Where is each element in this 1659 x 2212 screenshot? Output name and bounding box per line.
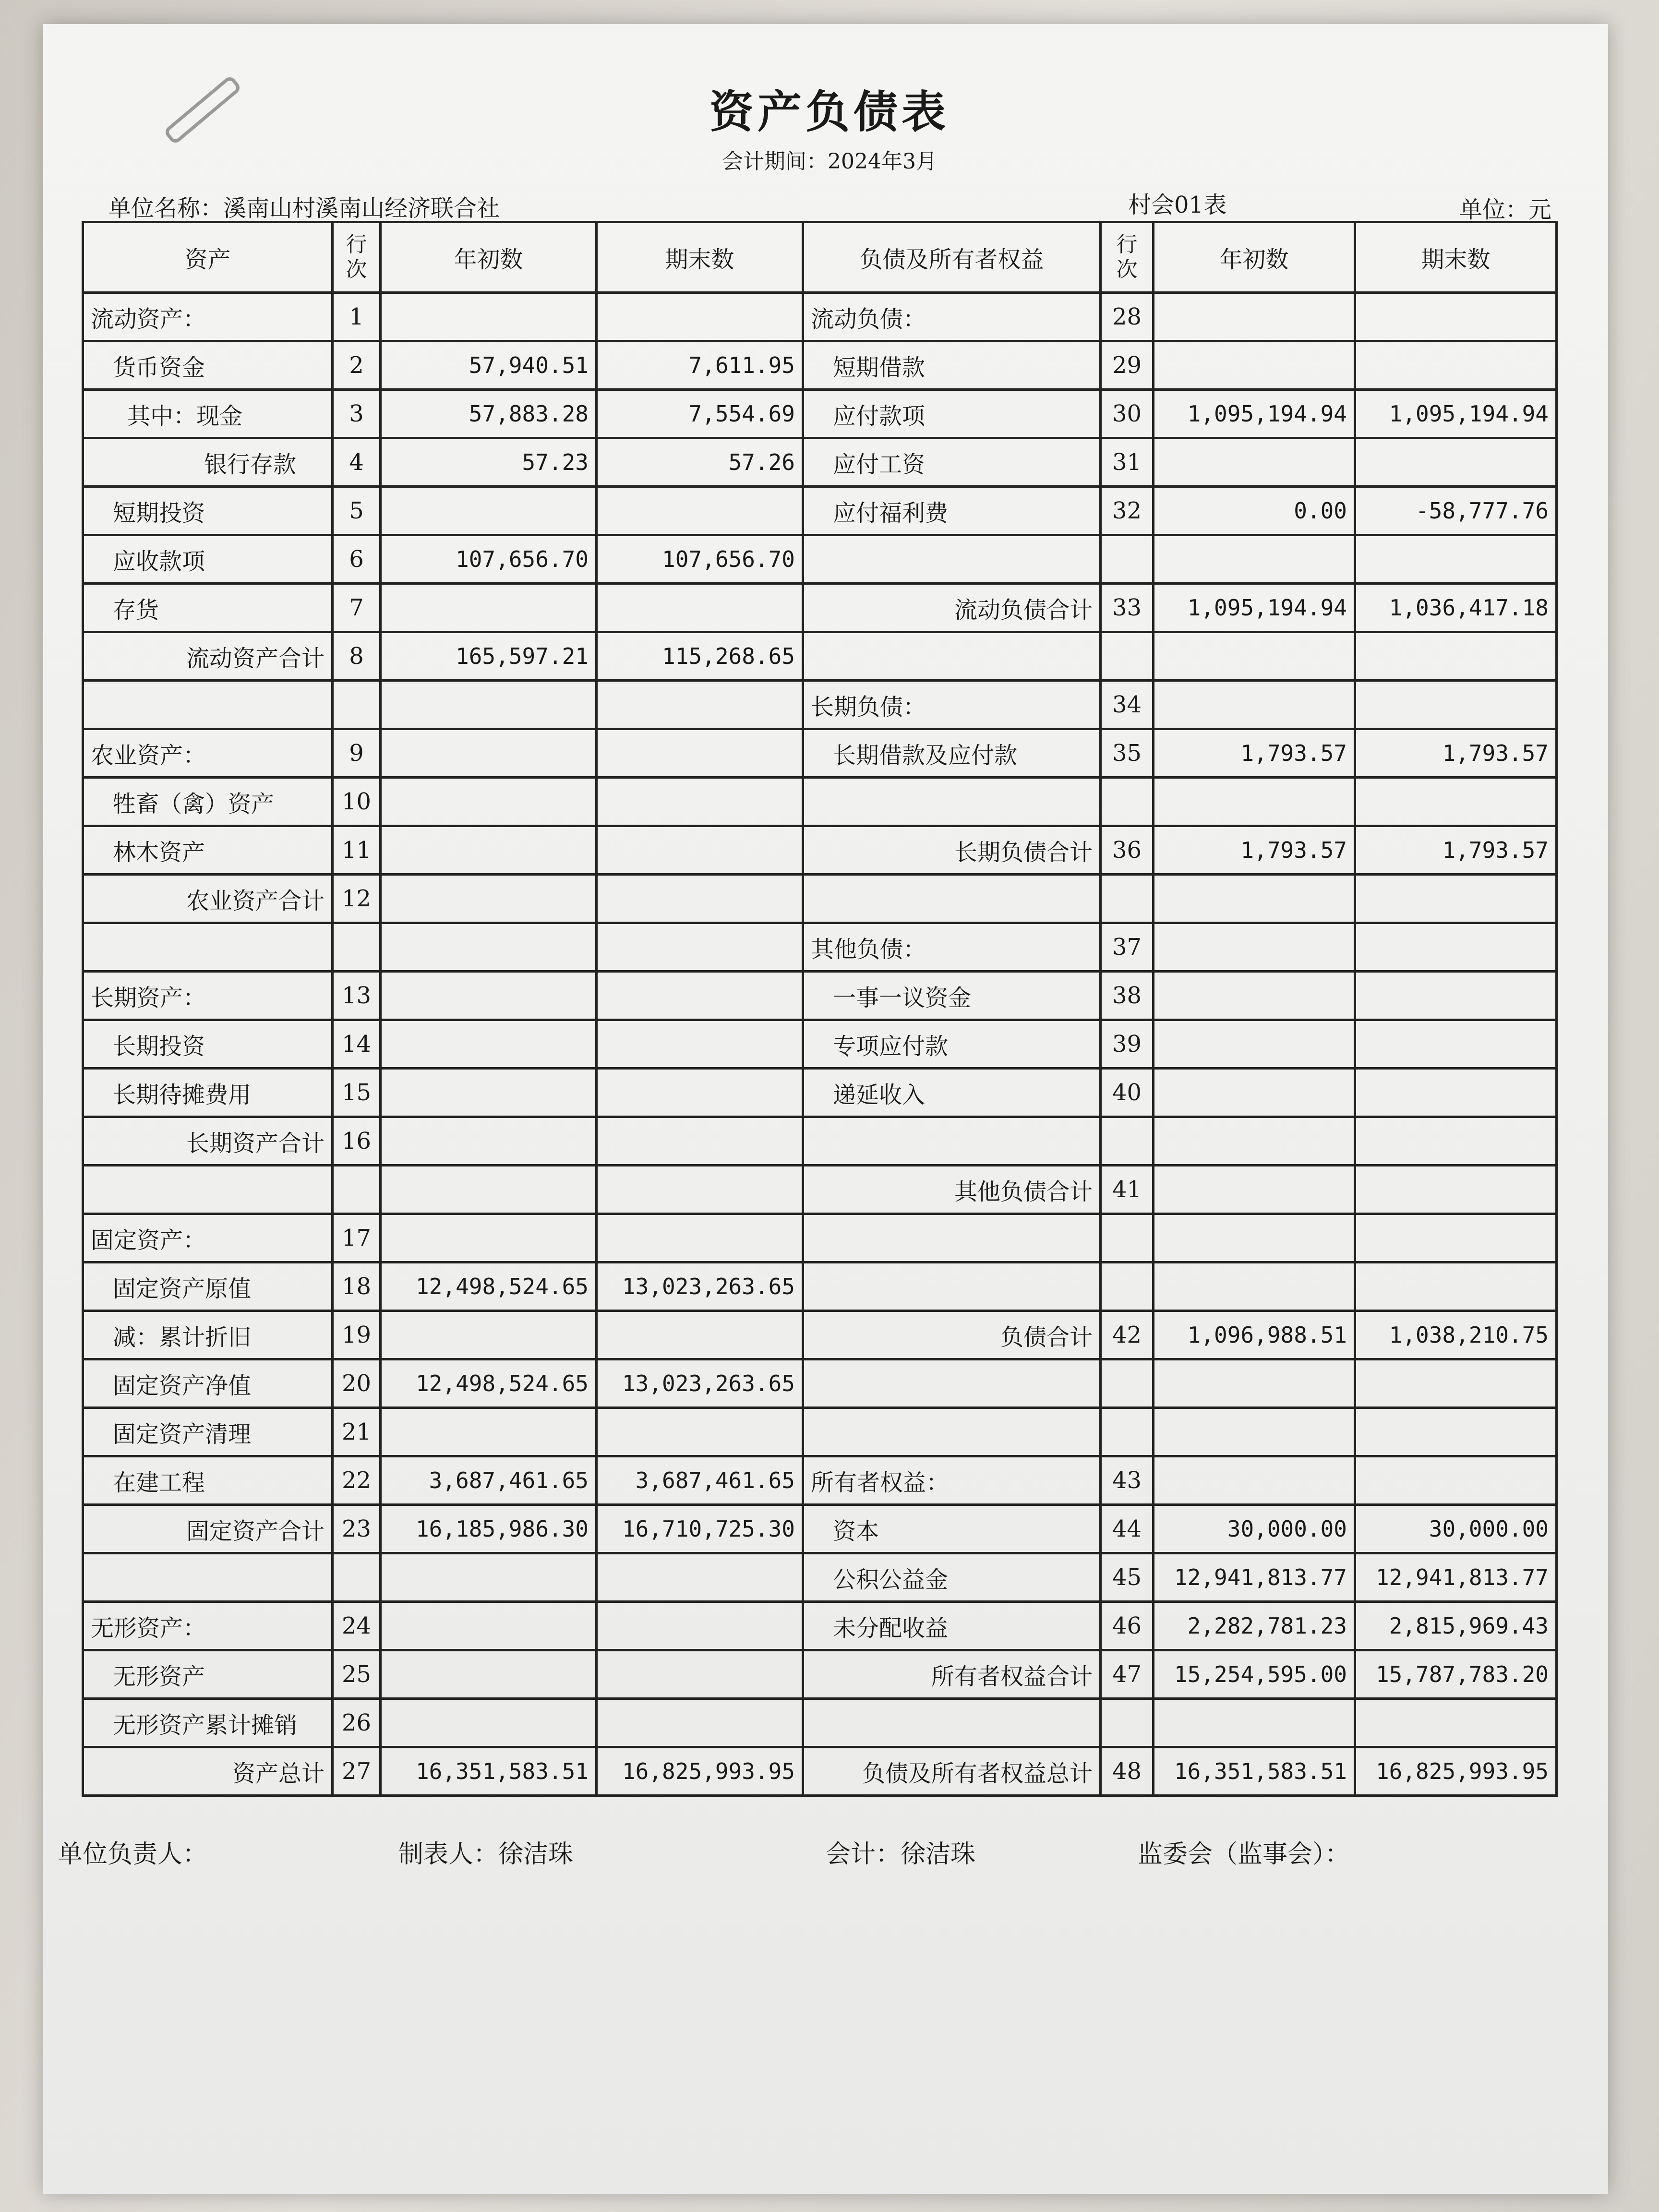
liability-name-cell (803, 1117, 1101, 1166)
liability-end-cell (1355, 875, 1557, 923)
liability-end-cell (1355, 1408, 1557, 1456)
asset-end-cell (597, 778, 803, 826)
liability-end-cell (1355, 1020, 1557, 1069)
liability-end-cell (1355, 632, 1557, 681)
liability-begin-cell (1154, 1117, 1355, 1166)
liability-end-cell (1355, 1262, 1557, 1311)
liability-line-cell: 41 (1101, 1166, 1154, 1214)
liability-end-cell (1355, 341, 1557, 390)
asset-end-cell (597, 681, 803, 729)
liability-name-cell: 应付福利费 (803, 487, 1101, 535)
liability-name-cell: 其他负债： (803, 923, 1101, 972)
unit-name: 单位名称：溪南山村溪南山经济联合社 (108, 195, 500, 222)
asset-name-cell (83, 1553, 333, 1602)
asset-line-cell: 4 (333, 438, 381, 487)
table-row (83, 972, 1557, 1020)
table-row (83, 584, 1557, 632)
footer-supervisor: 监委会（监事会）： (1138, 1840, 1350, 1869)
asset-end-cell (597, 1408, 803, 1456)
asset-line-cell: 24 (333, 1602, 381, 1650)
liability-end-cell (1355, 923, 1557, 972)
asset-name-cell: 固定资产： (83, 1214, 333, 1262)
liability-end-cell (1355, 778, 1557, 826)
liability-end-cell (1355, 293, 1557, 341)
liability-end-cell: 15,787,783.20 (1355, 1650, 1557, 1699)
asset-begin-cell (381, 293, 597, 341)
liability-line-cell: 29 (1101, 341, 1154, 390)
liability-begin-cell: 1,095,194.94 (1154, 390, 1355, 438)
table-row (83, 438, 1557, 487)
liability-line-cell: 28 (1101, 293, 1154, 341)
liability-name-cell: 所有者权益： (803, 1456, 1101, 1505)
liability-end-cell (1355, 1117, 1557, 1166)
asset-line-cell: 16 (333, 1117, 381, 1166)
asset-line-cell: 1 (333, 293, 381, 341)
header-liabilities: 负债及所有者权益 (803, 222, 1101, 293)
liability-name-cell: 应付款项 (803, 390, 1101, 438)
asset-end-cell: 13,023,263.65 (597, 1262, 803, 1311)
asset-begin-cell (381, 1408, 597, 1456)
asset-begin-cell: 12,498,524.65 (381, 1359, 597, 1408)
form-code: 村会01表 (1128, 192, 1227, 218)
liability-begin-cell (1154, 778, 1355, 826)
asset-begin-cell (381, 1553, 597, 1602)
asset-end-cell (597, 584, 803, 632)
liability-line-cell: 32 (1101, 487, 1154, 535)
asset-line-cell: 8 (333, 632, 381, 681)
asset-begin-cell (381, 487, 597, 535)
liability-begin-cell (1154, 1262, 1355, 1311)
table-row (83, 1408, 1557, 1456)
asset-line-cell: 20 (333, 1359, 381, 1408)
liability-line-cell (1101, 778, 1154, 826)
asset-begin-cell (381, 1602, 597, 1650)
liability-begin-cell: 1,793.57 (1154, 826, 1355, 875)
liability-begin-cell (1154, 632, 1355, 681)
liability-name-cell (803, 1408, 1101, 1456)
asset-name-cell: 固定资产原值 (83, 1262, 333, 1311)
asset-begin-cell (381, 923, 597, 972)
liability-begin-cell: 16,351,583.51 (1154, 1747, 1355, 1796)
asset-end-cell (597, 1166, 803, 1214)
liability-begin-cell (1154, 923, 1355, 972)
asset-name-cell: 固定资产合计 (83, 1505, 333, 1553)
header-begin: 年初数 (1154, 222, 1355, 293)
liability-name-cell: 流动负债合计 (803, 584, 1101, 632)
liability-begin-cell (1154, 972, 1355, 1020)
asset-name-cell (83, 681, 333, 729)
table-row (83, 293, 1557, 341)
liability-name-cell: 长期负债： (803, 681, 1101, 729)
table-row (83, 1699, 1557, 1747)
liability-line-cell: 39 (1101, 1020, 1154, 1069)
liability-name-cell (803, 1214, 1101, 1262)
asset-begin-cell (381, 1117, 597, 1166)
liability-line-cell: 31 (1101, 438, 1154, 487)
asset-end-cell: 57.26 (597, 438, 803, 487)
table-row (83, 729, 1557, 778)
asset-end-cell (597, 923, 803, 972)
table-row (83, 1069, 1557, 1117)
table-row (83, 1311, 1557, 1359)
liability-name-cell (803, 632, 1101, 681)
asset-name-cell: 减：累计折旧 (83, 1311, 333, 1359)
table-row (83, 1359, 1557, 1408)
liability-end-cell (1355, 1214, 1557, 1262)
asset-name-cell: 流动资产： (83, 293, 333, 341)
asset-begin-cell (381, 1214, 597, 1262)
asset-begin-cell: 3,687,461.65 (381, 1456, 597, 1505)
liability-end-cell (1355, 972, 1557, 1020)
liability-line-cell: 36 (1101, 826, 1154, 875)
asset-line-cell: 12 (333, 875, 381, 923)
table-row (83, 1117, 1557, 1166)
liability-line-cell (1101, 1408, 1154, 1456)
asset-line-cell: 14 (333, 1020, 381, 1069)
liability-end-cell: -58,777.76 (1355, 487, 1557, 535)
asset-name-cell: 短期投资 (83, 487, 333, 535)
liability-begin-cell: 1,096,988.51 (1154, 1311, 1355, 1359)
asset-end-cell (597, 972, 803, 1020)
liability-name-cell: 负债合计 (803, 1311, 1101, 1359)
asset-begin-cell (381, 972, 597, 1020)
table-row (83, 681, 1557, 729)
table-row (83, 341, 1557, 390)
asset-line-cell: 11 (333, 826, 381, 875)
liability-end-cell: 1,095,194.94 (1355, 390, 1557, 438)
asset-line-cell: 9 (333, 729, 381, 778)
liability-name-cell: 长期负债合计 (803, 826, 1101, 875)
table-row (83, 390, 1557, 438)
liability-end-cell: 1,036,417.18 (1355, 584, 1557, 632)
table-row (83, 1505, 1557, 1553)
asset-end-cell (597, 487, 803, 535)
liability-line-cell: 34 (1101, 681, 1154, 729)
table-row (83, 1602, 1557, 1650)
liability-line-cell: 47 (1101, 1650, 1154, 1699)
asset-name-cell: 其中：现金 (83, 390, 333, 438)
liability-end-cell (1355, 1166, 1557, 1214)
table-row (83, 1650, 1557, 1699)
asset-line-cell: 6 (333, 535, 381, 584)
asset-name-cell: 无形资产累计摊销 (83, 1699, 333, 1747)
asset-line-cell: 26 (333, 1699, 381, 1747)
liability-name-cell: 应付工资 (803, 438, 1101, 487)
asset-line-cell: 17 (333, 1214, 381, 1262)
asset-begin-cell (381, 1166, 597, 1214)
liability-line-cell (1101, 1262, 1154, 1311)
asset-begin-cell: 57.23 (381, 438, 597, 487)
asset-name-cell: 应收款项 (83, 535, 333, 584)
header-end: 期末数 (1355, 222, 1557, 293)
table-row (83, 535, 1557, 584)
liability-line-cell (1101, 1359, 1154, 1408)
asset-end-cell (597, 1553, 803, 1602)
liability-end-cell (1355, 1456, 1557, 1505)
asset-end-cell (597, 1650, 803, 1699)
asset-end-cell (597, 1117, 803, 1166)
asset-begin-cell (381, 826, 597, 875)
liability-line-cell (1101, 1117, 1154, 1166)
asset-end-cell (597, 1214, 803, 1262)
footer-preparer: 制表人：徐洁珠 (398, 1840, 574, 1869)
liability-begin-cell: 30,000.00 (1154, 1505, 1355, 1553)
accounting-period: 会计期间：2024年3月 (722, 149, 937, 174)
liability-begin-cell (1154, 535, 1355, 584)
liability-begin-cell (1154, 1408, 1355, 1456)
liability-end-cell (1355, 681, 1557, 729)
liability-line-cell: 48 (1101, 1747, 1154, 1796)
asset-begin-cell: 57,940.51 (381, 341, 597, 390)
table-row (83, 778, 1557, 826)
liability-begin-cell (1154, 681, 1355, 729)
asset-line-cell: 18 (333, 1262, 381, 1311)
asset-begin-cell: 16,351,583.51 (381, 1747, 597, 1796)
footer-accountant: 会计：徐洁珠 (826, 1840, 976, 1869)
asset-end-cell (597, 1069, 803, 1117)
asset-begin-cell (381, 1311, 597, 1359)
liability-begin-cell (1154, 1069, 1355, 1117)
liability-line-cell: 46 (1101, 1602, 1154, 1650)
liability-name-cell: 一事一议资金 (803, 972, 1101, 1020)
asset-line-cell: 7 (333, 584, 381, 632)
liability-name-cell: 其他负债合计 (803, 1166, 1101, 1214)
asset-name-cell: 长期资产： (83, 972, 333, 1020)
liability-line-cell: 42 (1101, 1311, 1154, 1359)
liability-begin-cell: 1,095,194.94 (1154, 584, 1355, 632)
asset-line-cell (333, 923, 381, 972)
asset-name-cell: 长期投资 (83, 1020, 333, 1069)
header-begin: 年初数 (381, 222, 597, 293)
asset-begin-cell (381, 681, 597, 729)
asset-name-cell: 银行存款 (83, 438, 333, 487)
liability-name-cell: 递延收入 (803, 1069, 1101, 1117)
liability-line-cell (1101, 1699, 1154, 1747)
asset-begin-cell: 12,498,524.65 (381, 1262, 597, 1311)
liability-end-cell: 12,941,813.77 (1355, 1553, 1557, 1602)
asset-line-cell (333, 1166, 381, 1214)
asset-begin-cell (381, 1699, 597, 1747)
asset-end-cell: 7,554.69 (597, 390, 803, 438)
liability-end-cell (1355, 1699, 1557, 1747)
asset-name-cell: 存货 (83, 584, 333, 632)
table-row (83, 632, 1557, 681)
liability-begin-cell (1154, 1456, 1355, 1505)
liability-begin-cell (1154, 1214, 1355, 1262)
liability-name-cell: 未分配收益 (803, 1602, 1101, 1650)
table-row (83, 1214, 1557, 1262)
asset-begin-cell: 16,185,986.30 (381, 1505, 597, 1553)
asset-end-cell: 16,825,993.95 (597, 1747, 803, 1796)
liability-line-cell: 40 (1101, 1069, 1154, 1117)
asset-end-cell (597, 1699, 803, 1747)
asset-line-cell (333, 1553, 381, 1602)
asset-line-cell: 2 (333, 341, 381, 390)
asset-line-cell: 27 (333, 1747, 381, 1796)
liability-begin-cell (1154, 1166, 1355, 1214)
liability-begin-cell (1154, 341, 1355, 390)
asset-begin-cell (381, 1020, 597, 1069)
asset-name-cell: 长期待摊费用 (83, 1069, 333, 1117)
asset-name-cell: 林木资产 (83, 826, 333, 875)
asset-name-cell: 农业资产合计 (83, 875, 333, 923)
table-row (83, 1553, 1557, 1602)
liability-line-cell (1101, 535, 1154, 584)
table-row (83, 1456, 1557, 1505)
liability-name-cell (803, 535, 1101, 584)
liability-name-cell (803, 875, 1101, 923)
liability-end-cell (1355, 1069, 1557, 1117)
table-row (83, 487, 1557, 535)
liability-begin-cell (1154, 1359, 1355, 1408)
asset-end-cell: 3,687,461.65 (597, 1456, 803, 1505)
asset-begin-cell (381, 584, 597, 632)
asset-end-cell: 7,611.95 (597, 341, 803, 390)
liability-line-cell: 30 (1101, 390, 1154, 438)
asset-end-cell (597, 729, 803, 778)
currency-unit: 单位：元 (1459, 196, 1552, 223)
asset-line-cell: 23 (333, 1505, 381, 1553)
liability-name-cell (803, 1262, 1101, 1311)
liability-name-cell: 短期借款 (803, 341, 1101, 390)
asset-begin-cell (381, 1069, 597, 1117)
liability-end-cell: 1,793.57 (1355, 826, 1557, 875)
asset-end-cell (597, 1602, 803, 1650)
liability-name-cell: 负债及所有者权益总计 (803, 1747, 1101, 1796)
liability-end-cell: 30,000.00 (1355, 1505, 1557, 1553)
liability-begin-cell: 1,793.57 (1154, 729, 1355, 778)
asset-line-cell: 3 (333, 390, 381, 438)
asset-end-cell (597, 293, 803, 341)
liability-name-cell (803, 1699, 1101, 1747)
liability-begin-cell: 2,282,781.23 (1154, 1602, 1355, 1650)
liability-line-cell: 35 (1101, 729, 1154, 778)
liability-begin-cell (1154, 1699, 1355, 1747)
liability-name-cell: 所有者权益合计 (803, 1650, 1101, 1699)
footer-responsible: 单位负责人： (58, 1840, 208, 1869)
liability-begin-cell: 15,254,595.00 (1154, 1650, 1355, 1699)
asset-name-cell: 资产总计 (83, 1747, 333, 1796)
liability-begin-cell (1154, 293, 1355, 341)
balance-sheet-table (82, 221, 1558, 1797)
header-line-no: 行 次 (333, 222, 381, 293)
asset-name-cell: 长期资产合计 (83, 1117, 333, 1166)
table-row (83, 1166, 1557, 1214)
liability-begin-cell: 0.00 (1154, 487, 1355, 535)
liability-line-cell: 38 (1101, 972, 1154, 1020)
page-title: 资产负债表 (709, 86, 950, 138)
asset-begin-cell (381, 875, 597, 923)
liability-line-cell: 43 (1101, 1456, 1154, 1505)
asset-end-cell (597, 875, 803, 923)
asset-line-cell: 15 (333, 1069, 381, 1117)
liability-line-cell (1101, 632, 1154, 681)
asset-begin-cell (381, 729, 597, 778)
liability-end-cell (1355, 535, 1557, 584)
asset-begin-cell (381, 1650, 597, 1699)
asset-name-cell: 流动资产合计 (83, 632, 333, 681)
asset-end-cell: 107,656.70 (597, 535, 803, 584)
liability-end-cell: 2,815,969.43 (1355, 1602, 1557, 1650)
table-row (83, 875, 1557, 923)
header-line-no: 行 次 (1101, 222, 1154, 293)
liability-line-cell: 37 (1101, 923, 1154, 972)
table-row (83, 1020, 1557, 1069)
liability-line-cell (1101, 1214, 1154, 1262)
asset-name-cell: 货币资金 (83, 341, 333, 390)
table-row (83, 826, 1557, 875)
asset-name-cell (83, 1166, 333, 1214)
asset-line-cell: 22 (333, 1456, 381, 1505)
asset-end-cell: 115,268.65 (597, 632, 803, 681)
liability-end-cell: 16,825,993.95 (1355, 1747, 1557, 1796)
liability-name-cell: 资本 (803, 1505, 1101, 1553)
asset-line-cell: 21 (333, 1408, 381, 1456)
liability-begin-cell (1154, 1020, 1355, 1069)
asset-end-cell: 13,023,263.65 (597, 1359, 803, 1408)
asset-line-cell: 10 (333, 778, 381, 826)
liability-line-cell: 33 (1101, 584, 1154, 632)
liability-begin-cell: 12,941,813.77 (1154, 1553, 1355, 1602)
asset-begin-cell: 57,883.28 (381, 390, 597, 438)
asset-line-cell: 25 (333, 1650, 381, 1699)
liability-end-cell: 1,793.57 (1355, 729, 1557, 778)
liability-line-cell (1101, 875, 1154, 923)
liability-end-cell (1355, 438, 1557, 487)
asset-end-cell: 16,710,725.30 (597, 1505, 803, 1553)
liability-name-cell: 公积公益金 (803, 1553, 1101, 1602)
liability-line-cell: 45 (1101, 1553, 1154, 1602)
asset-name-cell: 无形资产 (83, 1650, 333, 1699)
asset-end-cell (597, 1311, 803, 1359)
liability-end-cell: 1,038,210.75 (1355, 1311, 1557, 1359)
asset-line-cell: 13 (333, 972, 381, 1020)
asset-name-cell: 固定资产清理 (83, 1408, 333, 1456)
asset-name-cell: 固定资产净值 (83, 1359, 333, 1408)
asset-end-cell (597, 826, 803, 875)
asset-end-cell (597, 1020, 803, 1069)
table-row (83, 923, 1557, 972)
asset-name-cell: 牲畜（禽）资产 (83, 778, 333, 826)
liability-name-cell (803, 1359, 1101, 1408)
asset-line-cell: 19 (333, 1311, 381, 1359)
asset-name-cell: 在建工程 (83, 1456, 333, 1505)
asset-line-cell (333, 681, 381, 729)
liability-line-cell: 44 (1101, 1505, 1154, 1553)
asset-begin-cell (381, 778, 597, 826)
header-end: 期末数 (597, 222, 803, 293)
liability-name-cell (803, 778, 1101, 826)
table-row (83, 1262, 1557, 1311)
liability-name-cell: 长期借款及应付款 (803, 729, 1101, 778)
table-row (83, 1747, 1557, 1796)
liability-name-cell: 流动负债： (803, 293, 1101, 341)
table-header-row (83, 222, 1557, 293)
asset-name-cell: 无形资产： (83, 1602, 333, 1650)
asset-begin-cell: 165,597.21 (381, 632, 597, 681)
asset-name-cell: 农业资产： (83, 729, 333, 778)
liability-end-cell (1355, 1359, 1557, 1408)
liability-begin-cell (1154, 438, 1355, 487)
liability-name-cell: 专项应付款 (803, 1020, 1101, 1069)
asset-name-cell (83, 923, 333, 972)
header-assets: 资产 (83, 222, 333, 293)
liability-begin-cell (1154, 875, 1355, 923)
asset-begin-cell: 107,656.70 (381, 535, 597, 584)
asset-line-cell: 5 (333, 487, 381, 535)
